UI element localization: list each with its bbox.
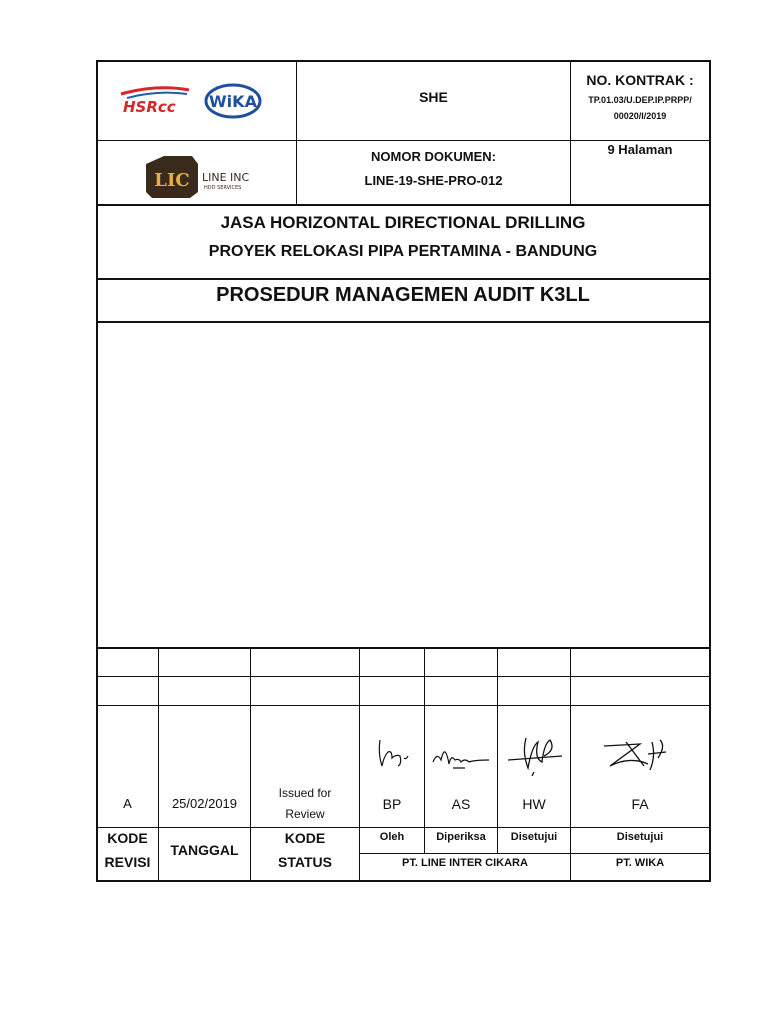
- rev-col-3: [359, 648, 360, 880]
- frame-bottom: [96, 880, 711, 882]
- company-wika: PT. WIKA: [615, 857, 665, 869]
- frame-right: [709, 60, 711, 882]
- rev-col-4: [424, 648, 425, 853]
- company-line-inter-cikara: PT. LINE INTER CIKARA: [402, 857, 528, 869]
- lic-logo: [144, 154, 262, 200]
- kode-status-line1: KODE: [284, 830, 326, 846]
- hdd-services-text: HDD SERVICES: [204, 185, 242, 191]
- tanggal-label: TANGGAL: [170, 842, 239, 858]
- kode-revisi-line2: REVISI: [104, 854, 151, 870]
- header-row-divider: [97, 140, 710, 141]
- frame-top: [96, 60, 711, 62]
- revision-status-line2: Review: [285, 807, 325, 821]
- page-count: 9 Halaman: [607, 142, 673, 157]
- header-bottom: [97, 204, 710, 206]
- hsrcc-logo: [117, 82, 193, 118]
- rev-row-1: [97, 676, 710, 677]
- disetujui-label-2: Disetujui: [616, 831, 664, 843]
- revision-approved-hw: HW: [522, 796, 546, 812]
- lic-text: LIC: [154, 170, 190, 191]
- frame-left: [96, 60, 98, 882]
- disetujui-label-1: Disetujui: [510, 831, 558, 843]
- document-title: PROSEDUR MANAGEMEN AUDIT K3LL: [216, 284, 590, 306]
- signature-hw: [504, 732, 566, 776]
- signature-fa: [600, 736, 676, 776]
- revision-date: 25/02/2019: [171, 796, 238, 811]
- rev-col-6: [570, 648, 571, 880]
- revision-status-line1: Issued for: [278, 786, 332, 800]
- diperiksa-label: Diperiksa: [436, 831, 486, 843]
- hsrcc-text: HSRcc: [123, 98, 176, 116]
- kode-revisi-line1: KODE: [107, 830, 148, 846]
- she-label: SHE: [419, 89, 448, 105]
- rev-row-4: [359, 853, 710, 854]
- contract-label: NO. KONTRAK :: [586, 72, 694, 88]
- kode-status-line2: STATUS: [278, 854, 332, 870]
- document-number-value: LINE-19-SHE-PRO-012: [364, 173, 503, 188]
- revision-approved-fa: FA: [631, 796, 649, 812]
- rev-row-3: [97, 827, 710, 828]
- contract-number-line2: 00020/I/2019: [613, 111, 667, 121]
- project-title-line2: PROYEK RELOKASI PIPA PERTAMINA - BANDUNG: [208, 243, 598, 260]
- signature-bp: [372, 736, 412, 772]
- line-inc-text: LINE INC: [202, 171, 250, 184]
- wika-text: WiKA: [209, 92, 257, 111]
- project-title-line1: JASA HORIZONTAL DIRECTIONAL DRILLING: [220, 213, 586, 232]
- rev-col-5: [497, 648, 498, 853]
- rev-table-top: [97, 647, 710, 649]
- rev-row-2: [97, 705, 710, 706]
- document-number-label: NOMOR DOKUMEN:: [371, 149, 496, 164]
- main-title-divider: [97, 321, 710, 323]
- title-divider: [97, 278, 710, 280]
- contract-number-line1: TP.01.03/U.DEP.IP.PRPP/: [588, 95, 692, 105]
- wika-logo: [204, 83, 262, 119]
- revision-by: BP: [382, 796, 402, 812]
- revision-code: A: [123, 796, 132, 811]
- oleh-label: Oleh: [379, 831, 405, 843]
- signature-as: [431, 738, 491, 772]
- revision-checked: AS: [451, 796, 471, 812]
